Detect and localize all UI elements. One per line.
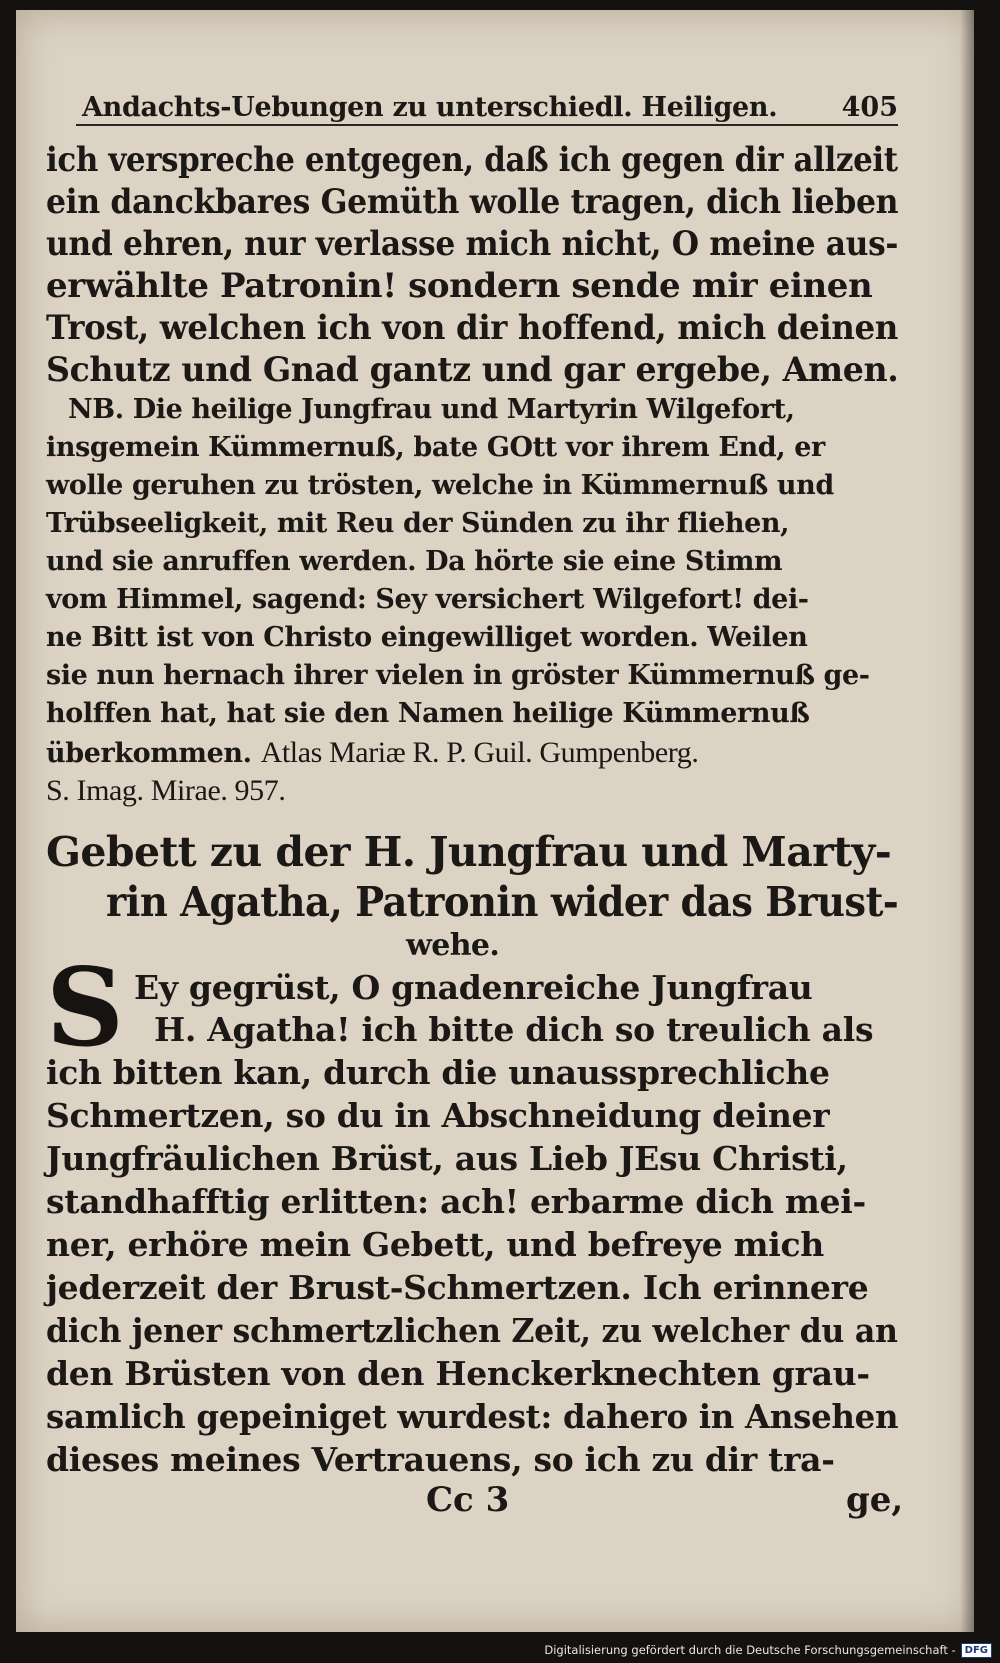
text-line: Schutz und Gnad gantz und gar ergebe, Amen.	[46, 350, 899, 390]
book-page	[16, 10, 974, 1632]
text-line: H. Agatha! ich bitte dich so treulich als	[154, 1010, 874, 1049]
text-line: ich bitten kan, durch die unaussprechliche	[46, 1053, 830, 1092]
citation-antiqua: Atlas Mariæ R. P. Guil. Gumpenberg.	[260, 736, 699, 769]
text-line: ner, erhöre mein Gebett, und befreye mich	[46, 1225, 824, 1264]
text-fraktur: überkommen.	[46, 738, 252, 769]
text-line: samlich gepeiniget wurdest: dahero in Ansehen	[46, 1397, 899, 1436]
digitization-credit	[544, 1641, 992, 1659]
text-line: vom Himmel, sagend: Sey versichert Wilgefort! dei-	[46, 584, 809, 615]
text-line: NB. Die heilige Jungfrau und Martyrin Wilgefort,	[68, 394, 795, 425]
text-line: wolle geruhen zu trösten, welche in Kümmernuß und	[46, 470, 834, 501]
text-line: ein danckbares Gemüth wolle tragen, dich lieben	[46, 182, 899, 222]
text-line: holffen hat, hat sie den Namen heilige Kümmernuß	[46, 698, 810, 729]
text-line: dieses meines Vertrauens, so ich zu dir tra-	[46, 1440, 835, 1479]
signature-mark: Cc 3	[426, 1480, 510, 1520]
text-line: erwählte Patronin! sondern sende mir einen	[46, 266, 873, 306]
text-line	[46, 736, 699, 770]
text-line: dich jener schmertzlichen Zeit, zu welcher du an	[46, 1311, 898, 1350]
text-line: ich verspreche entgegen, daß ich gegen dir allzeit	[46, 140, 898, 180]
text-line: Ey gegrüst, O gnadenreiche Jungfrau	[134, 968, 813, 1007]
text-line: Trübseeligkeit, mit Reu der Sünden zu ihr fliehen,	[46, 508, 790, 539]
text-line: und ehren, nur verlasse mich nicht, O meine aus-	[46, 224, 899, 264]
heading-line: Gebett zu der H. Jungfrau und Marty-	[46, 828, 892, 876]
running-header	[76, 80, 898, 126]
text-line: Jungfräulichen Brüst, aus Lieb JEsu Christi,	[46, 1139, 848, 1178]
page-number: 405	[841, 92, 898, 123]
text-line: Schmertzen, so du in Abschneidung deiner	[46, 1096, 830, 1135]
text-line: standhafftig erlitten: ach! erbarme dich mei-	[46, 1182, 866, 1221]
credit-text: Digitalisierung gefördert durch die Deutsche Forschungsgemeinschaft -	[544, 1643, 956, 1657]
citation-line: S. Imag. Mirae. 957.	[46, 774, 286, 807]
text-line: jederzeit der Brust-Schmertzen. Ich erinnere	[46, 1268, 869, 1307]
text-line: und sie anruffen werden. Da hörte sie eine Stimm	[46, 546, 783, 577]
heading-line: wehe.	[406, 928, 500, 963]
text-line: sie nun hernach ihrer vielen in gröster Kümmernuß ge-	[46, 660, 870, 691]
running-title: Andachts-Uebungen zu unterschiedl. Heiligen.	[82, 92, 778, 123]
text-line: ne Bitt ist von Christo eingewilliget worden. Weilen	[46, 622, 808, 653]
dfg-logo: DFG	[961, 1643, 992, 1658]
catchword: ge,	[846, 1480, 904, 1520]
heading-line: rin Agatha, Patronin wider das Brust-	[106, 878, 899, 926]
text-line: den Brüsten von den Henckerknechten grau-	[46, 1354, 870, 1393]
drop-cap: S	[46, 945, 124, 1071]
text-line: Trost, welchen ich von dir hoffend, mich deinen	[46, 308, 899, 348]
text-line: insgemein Kümmernuß, bate GOtt vor ihrem End, er	[46, 432, 825, 463]
